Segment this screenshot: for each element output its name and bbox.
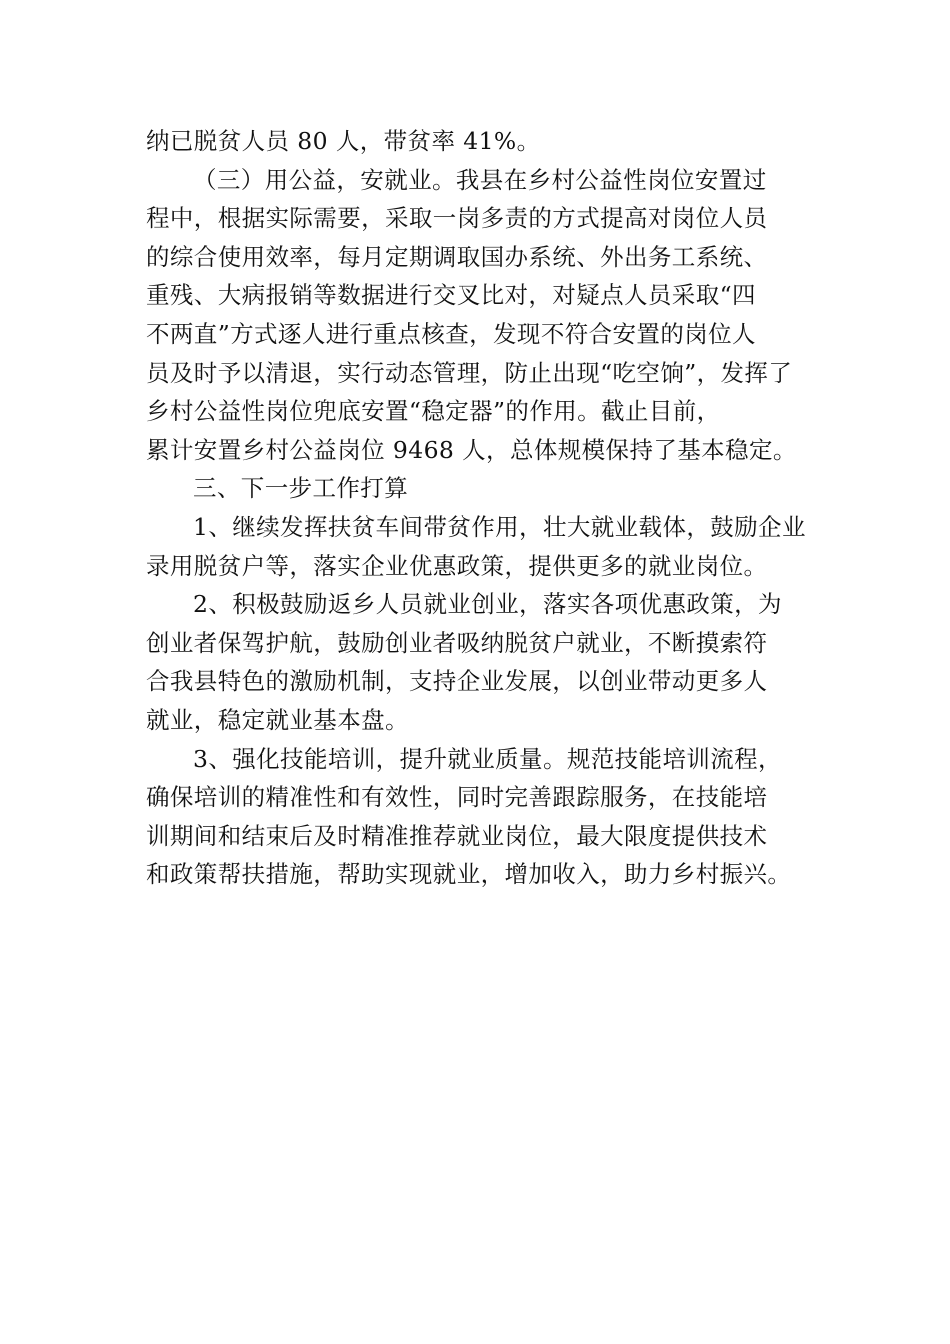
text-line: 员及时予以清退，实行动态管理，防止出现“吃空饷”，发挥了 [146, 358, 793, 387]
text-line: 纳已脱贫人员 80 人，带贫率 41%。 [146, 127, 541, 155]
text-line: 乡村公益性岗位兜底安置“稳定器”的作用。截止目前， [146, 397, 721, 426]
text-line: 录用脱贫户等，落实企业优惠政策，提供更多的就业岗位。 [146, 551, 768, 580]
text-line: 创业者保驾护航，鼓励创业者吸纳脱贫户就业，不断摸索符 [146, 628, 768, 657]
text-line: 不两直”方式逐人进行重点核查，发现不符合安置的岗位人 [146, 319, 756, 348]
text-line: 确保培训的精准性和有效性，同时完善跟踪服务，在技能培 [146, 783, 768, 812]
text-line: 程中，根据实际需要，采取一岗多责的方式提高对岗位人员 [146, 204, 768, 233]
document-body [146, 122, 826, 894]
list-item-1-line: 1、继续发挥扶贫车间带贫作用，壮大就业载体，鼓励企业 [193, 512, 806, 541]
text-line: 累计安置乡村公益岗位 9468 人，总体规模保持了基本稳定。 [146, 435, 797, 464]
section-heading-line: （三）用公益，安就业。我县在乡村公益性岗位安置过 [193, 165, 767, 194]
text-line: 合我县特色的激励机制，支持企业发展，以创业带动更多人 [146, 667, 768, 696]
list-item-3-line: 3、强化技能培训，提升就业质量。规范技能培训流程， [193, 744, 782, 773]
section-heading: 三、下一步工作打算 [193, 474, 409, 503]
text-line: 的综合使用效率，每月定期调取国办系统、外出务工系统、 [146, 242, 768, 271]
text-line: 重残、大病报销等数据进行交叉比对，对疑点人员采取“四 [146, 281, 756, 310]
text-line: 就业，稳定就业基本盘。 [146, 705, 409, 734]
list-item-2-line: 2、积极鼓励返乡人员就业创业，落实各项优惠政策，为 [193, 590, 782, 619]
text-line: 和政策帮扶措施，帮助实现就业，增加收入，助力乡村振兴。 [146, 860, 792, 889]
text-line: 训期间和结束后及时精准推荐就业岗位，最大限度提供技术 [146, 821, 768, 850]
